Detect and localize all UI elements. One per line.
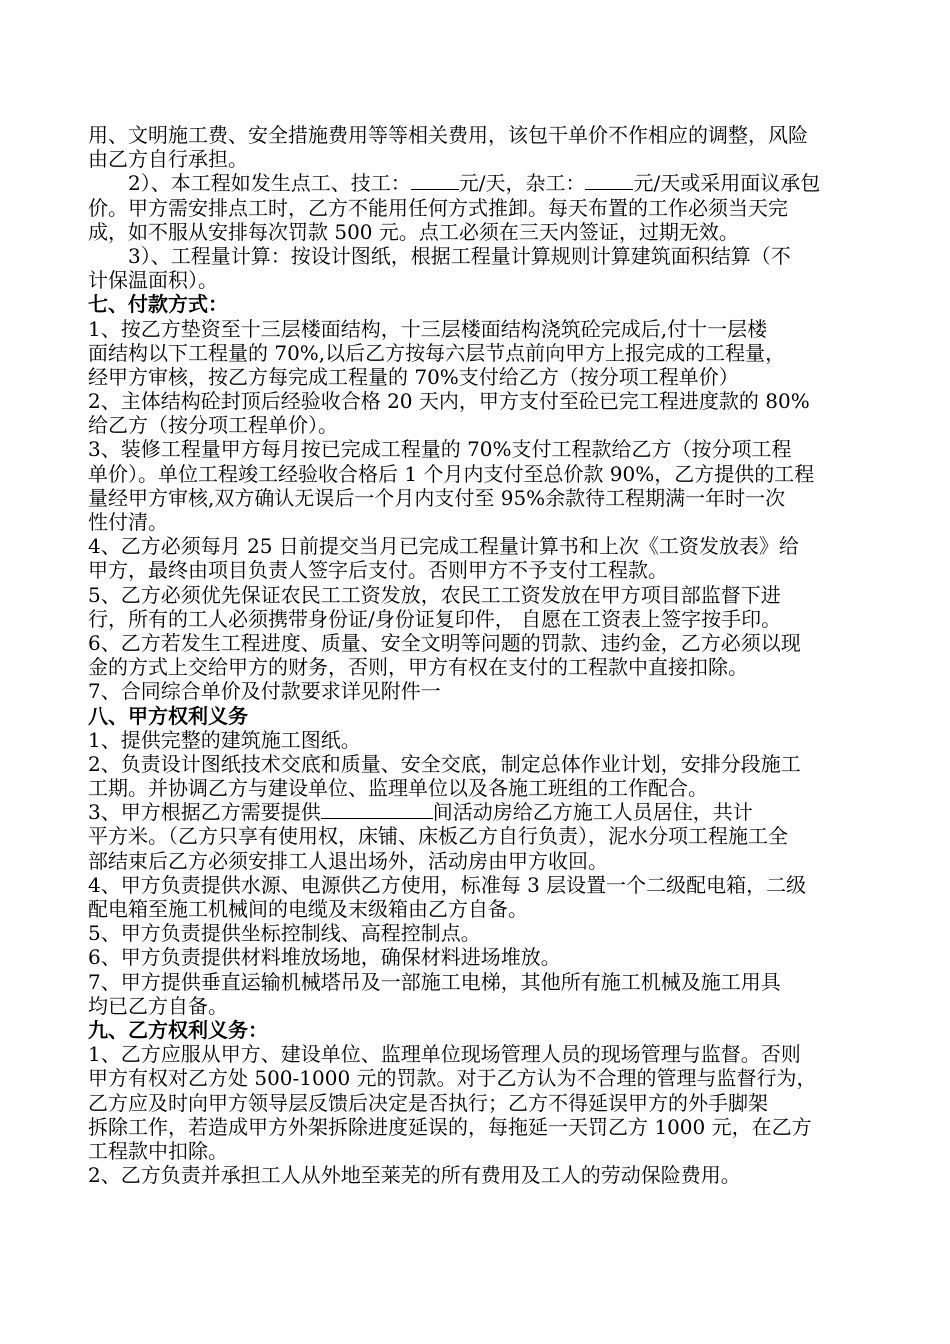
text-line: 4、甲方负责提供水源、电源供乙方使用，标准每 3 层设置一个二级配电箱，二级 [88, 872, 807, 897]
text-line: 价。甲方需安排点工时，乙方不能用任何方式推卸。每天布置的工作必须当天完 [88, 195, 788, 220]
text-line: 均已乙方自备。 [88, 993, 228, 1018]
text-line: 金的方式上交给甲方的财务，否则，甲方有权在支付的工程款中直接扣除。 [88, 655, 748, 680]
text-line: 性付清。 [88, 510, 168, 534]
fill-blank [411, 171, 459, 190]
document-body [88, 123, 878, 1187]
text-line: 甲方有权对乙方处 500-1000 元的罚款。对于乙方认为不合理的管理与监督行为， [88, 1066, 817, 1091]
text-line: 量经甲方审核,双方确认无误后一个月内支付至 95%余款待工程期满一年时一次 [88, 485, 786, 510]
text-line: 1、按乙方垫资至十三层楼面结构，十三层楼面结构浇筑砼完成后,付十一层楼 [88, 316, 768, 341]
text-line: 拆除工作，若造成甲方外架拆除进度延误的，每拖延一天罚乙方 1000 元，在乙方 [88, 1114, 812, 1139]
text-line: 工期。并协调乙方与建设单位、监理单位以及各施工班组的工作配合。 [88, 776, 708, 801]
text-line: 计保温面积）。 [88, 268, 218, 293]
text-line: 行，所有的工人必须携带身份证/身份证复印件， 自愿在工资表上签字按手印。 [88, 606, 782, 631]
text-line: 5、乙方必须优先保证农民工工资发放，农民工工资发放在甲方项目部监督下进 [88, 582, 781, 607]
text-line: 工程款中扣除。 [88, 1138, 228, 1163]
text-line: 用、文明施工费、安全措施费用等等相关费用，该包干单价不作相应的调整，风险 [88, 123, 808, 147]
text-line: 2、负责设计图纸技术交底和质量、安全交底，制定总体作业计划，安排分段施工 [88, 751, 801, 776]
text-line: 6、甲方负责提供材料堆放场地，确保材料进场堆放。 [88, 945, 561, 970]
text-line: 面结构以下工程量的 70%,以后乙方按每六层节点前向甲方上报完成的工程量， [88, 340, 786, 365]
text-line: 1、乙方应服从甲方、建设单位、监理单位现场管理人员的现场管理与监督。否则 [88, 1042, 801, 1067]
text-line: 3）、工程量计算：按设计图纸，根据工程量计算规则计算建筑面积结算（不 [128, 243, 791, 268]
section-heading-party-b: 九、乙方权利义务： [88, 1017, 268, 1042]
section-heading-party-a: 八、甲方权利义务 [88, 703, 248, 728]
text-line-housing: 3、甲方根据乙方需要提供 间活动房给乙方施工人员居住，共计 [88, 800, 753, 825]
text-line: 1、提供完整的建筑施工图纸。 [88, 727, 361, 752]
text-line: 甲方，最终由项目负责人签字后支付。否则甲方不予支付工程款。 [88, 558, 668, 583]
text-line: 7、合同综合单价及付款要求详见附件一 [88, 679, 441, 704]
text-line: 平方米。（乙方只享有使用权，床铺、床板乙方自行负责），泥水分项工程施工全 [88, 824, 788, 849]
text-line: 6、乙方若发生工程进度、质量、安全文明等问题的罚款、违约金，乙方必须以现 [88, 630, 801, 655]
text-line: 5、甲方负责提供坐标控制线、高程控制点。 [88, 921, 481, 946]
text-line: 乙方应及时向甲方领导层反馈后决定是否执行；乙方不得延误甲方的外手脚架 [88, 1090, 768, 1115]
text-line: 部结束后乙方必须安排工人退出场外，活动房由甲方收回。 [88, 848, 608, 873]
text-line: 3、装修工程量甲方每月按已完成工程量的 70%支付工程款给乙方（按分项工程 [88, 437, 792, 462]
text-line-point-work: 2）、本工程如发生点工、技工： 元/天，杂工： 元/天或采用面议承包 [128, 171, 821, 196]
text-line: 4、乙方必须每月 25 日前提交当月已完成工程量计算书和上次《工资发放表》给 [88, 534, 799, 559]
text-line: 由乙方自行承担。 [88, 147, 248, 172]
text-line: 2、主体结构砼封顶后经验收合格 20 天内，甲方支付至砼已完工程进度款的 80% [88, 389, 810, 414]
text-line: 配电箱至施工机械间的电缆及末级箱由乙方自备。 [88, 897, 528, 921]
text-line: 2、乙方负责并承担工人从外地至莱芜的所有费用及工人的劳动保险费用。 [88, 1163, 741, 1188]
text-line: 给乙方（按分项工程单价）。 [88, 413, 338, 438]
section-heading-payment: 七、付款方式： [88, 292, 228, 317]
text-line: 7、甲方提供垂直运输机械塔吊及一部施工电梯，其他所有施工机械及施工用具 [88, 969, 781, 994]
text-line: 成，如不服从安排每次罚款 500 元。点工必须在三天内签证，过期无效。 [88, 219, 739, 244]
text-line: 单价）。单位工程竣工经验收合格后 1 个月内支付至总价款 90%，乙方提供的工程 [88, 461, 815, 486]
fill-blank [585, 171, 633, 190]
text-line: 经甲方审核，按乙方每完成工程量的 70%支付给乙方（按分项工程单价） [88, 364, 739, 389]
fill-blank [321, 800, 433, 819]
